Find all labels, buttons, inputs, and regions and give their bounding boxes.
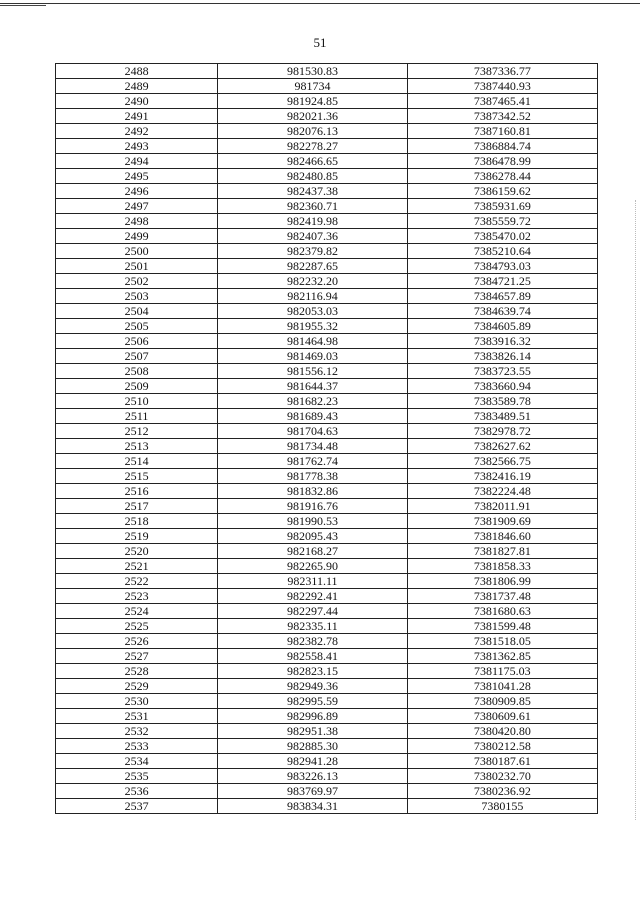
y-coordinate-cell: 7383723.55 — [407, 364, 597, 379]
table-row — [56, 544, 598, 559]
x-coordinate-cell: 982292.41 — [218, 589, 407, 604]
table-row — [56, 469, 598, 484]
table-row — [56, 619, 598, 634]
coordinates-table-body — [56, 64, 598, 814]
table-row — [56, 379, 598, 394]
point-number-cell: 2497 — [56, 199, 218, 214]
y-coordinate-cell: 7381041.28 — [407, 679, 597, 694]
x-coordinate-cell: 982287.65 — [218, 259, 407, 274]
point-number-cell: 2508 — [56, 364, 218, 379]
point-number-cell: 2523 — [56, 589, 218, 604]
point-number-cell: 2499 — [56, 229, 218, 244]
y-coordinate-cell: 7383916.32 — [407, 334, 597, 349]
table-row — [56, 139, 598, 154]
point-number-cell: 2528 — [56, 664, 218, 679]
table-row — [56, 79, 598, 94]
x-coordinate-cell: 982335.11 — [218, 619, 407, 634]
table-row — [56, 679, 598, 694]
y-coordinate-cell: 7381518.05 — [407, 634, 597, 649]
point-number-cell: 2509 — [56, 379, 218, 394]
x-coordinate-cell: 982379.82 — [218, 244, 407, 259]
point-number-cell: 2489 — [56, 79, 218, 94]
point-number-cell: 2521 — [56, 559, 218, 574]
x-coordinate-cell: 982419.98 — [218, 214, 407, 229]
table-row — [56, 409, 598, 424]
point-number-cell: 2519 — [56, 529, 218, 544]
y-coordinate-cell: 7382627.62 — [407, 439, 597, 454]
x-coordinate-cell: 982949.36 — [218, 679, 407, 694]
x-coordinate-cell: 981778.38 — [218, 469, 407, 484]
point-number-cell: 2490 — [56, 94, 218, 109]
point-number-cell: 2506 — [56, 334, 218, 349]
y-coordinate-cell: 7380609.61 — [407, 709, 597, 724]
y-coordinate-cell: 7386278.44 — [407, 169, 597, 184]
scan-top-border — [0, 3, 640, 4]
point-number-cell: 2531 — [56, 709, 218, 724]
y-coordinate-cell: 7380236.92 — [407, 784, 597, 799]
y-coordinate-cell: 7381846.60 — [407, 529, 597, 544]
y-coordinate-cell: 7386159.62 — [407, 184, 597, 199]
x-coordinate-cell: 982232.20 — [218, 274, 407, 289]
point-number-cell: 2516 — [56, 484, 218, 499]
x-coordinate-cell: 981832.86 — [218, 484, 407, 499]
point-number-cell: 2504 — [56, 304, 218, 319]
table-row — [56, 94, 598, 109]
table-row — [56, 499, 598, 514]
y-coordinate-cell: 7387160.81 — [407, 124, 597, 139]
y-coordinate-cell: 7384657.89 — [407, 289, 597, 304]
x-coordinate-cell: 981682.23 — [218, 394, 407, 409]
table-row — [56, 244, 598, 259]
table-row — [56, 439, 598, 454]
x-coordinate-cell: 982076.13 — [218, 124, 407, 139]
point-number-cell: 2494 — [56, 154, 218, 169]
table-row — [56, 319, 598, 334]
point-number-cell: 2511 — [56, 409, 218, 424]
x-coordinate-cell: 981955.32 — [218, 319, 407, 334]
y-coordinate-cell: 7384639.74 — [407, 304, 597, 319]
point-number-cell: 2527 — [56, 649, 218, 664]
point-number-cell: 2496 — [56, 184, 218, 199]
point-number-cell: 2529 — [56, 679, 218, 694]
x-coordinate-cell: 981644.37 — [218, 379, 407, 394]
point-number-cell: 2535 — [56, 769, 218, 784]
y-coordinate-cell: 7381737.48 — [407, 589, 597, 604]
point-number-cell: 2501 — [56, 259, 218, 274]
table-row — [56, 769, 598, 784]
point-number-cell: 2515 — [56, 469, 218, 484]
table-row — [56, 739, 598, 754]
x-coordinate-cell: 982941.28 — [218, 754, 407, 769]
y-coordinate-cell: 7387440.93 — [407, 79, 597, 94]
y-coordinate-cell: 7387342.52 — [407, 109, 597, 124]
table-row — [56, 784, 598, 799]
table-row — [56, 109, 598, 124]
y-coordinate-cell: 7382416.19 — [407, 469, 597, 484]
point-number-cell: 2518 — [56, 514, 218, 529]
point-number-cell: 2534 — [56, 754, 218, 769]
y-coordinate-cell: 7380212.58 — [407, 739, 597, 754]
x-coordinate-cell: 982116.94 — [218, 289, 407, 304]
x-coordinate-cell: 982021.36 — [218, 109, 407, 124]
y-coordinate-cell: 7381680.63 — [407, 604, 597, 619]
x-coordinate-cell: 982885.30 — [218, 739, 407, 754]
point-number-cell: 2530 — [56, 694, 218, 709]
y-coordinate-cell: 7380155 — [407, 799, 597, 814]
table-row — [56, 634, 598, 649]
point-number-cell: 2503 — [56, 289, 218, 304]
x-coordinate-cell: 981704.63 — [218, 424, 407, 439]
y-coordinate-cell: 7385210.64 — [407, 244, 597, 259]
y-coordinate-cell: 7380909.85 — [407, 694, 597, 709]
table-row — [56, 229, 598, 244]
point-number-cell: 2522 — [56, 574, 218, 589]
y-coordinate-cell: 7382566.75 — [407, 454, 597, 469]
x-coordinate-cell: 982996.89 — [218, 709, 407, 724]
y-coordinate-cell: 7383826.14 — [407, 349, 597, 364]
table-row — [56, 694, 598, 709]
table-row — [56, 709, 598, 724]
x-coordinate-cell: 982437.38 — [218, 184, 407, 199]
table-row — [56, 199, 598, 214]
x-coordinate-cell: 983769.97 — [218, 784, 407, 799]
y-coordinate-cell: 7384605.89 — [407, 319, 597, 334]
point-number-cell: 2513 — [56, 439, 218, 454]
point-number-cell: 2533 — [56, 739, 218, 754]
table-row — [56, 799, 598, 814]
x-coordinate-cell: 982407.36 — [218, 229, 407, 244]
point-number-cell: 2524 — [56, 604, 218, 619]
table-row — [56, 364, 598, 379]
table-row — [56, 169, 598, 184]
table-row — [56, 259, 598, 274]
table-row — [56, 154, 598, 169]
y-coordinate-cell: 7385470.02 — [407, 229, 597, 244]
x-coordinate-cell: 982995.59 — [218, 694, 407, 709]
point-number-cell: 2514 — [56, 454, 218, 469]
table-row — [56, 424, 598, 439]
y-coordinate-cell: 7380420.80 — [407, 724, 597, 739]
x-coordinate-cell: 982558.41 — [218, 649, 407, 664]
point-number-cell: 2495 — [56, 169, 218, 184]
x-coordinate-cell: 982382.78 — [218, 634, 407, 649]
y-coordinate-cell: 7382011.91 — [407, 499, 597, 514]
table-row — [56, 514, 598, 529]
x-coordinate-cell: 981689.43 — [218, 409, 407, 424]
table-row — [56, 574, 598, 589]
x-coordinate-cell: 981990.53 — [218, 514, 407, 529]
table-row — [56, 649, 598, 664]
y-coordinate-cell: 7380187.61 — [407, 754, 597, 769]
point-number-cell: 2498 — [56, 214, 218, 229]
y-coordinate-cell: 7382224.48 — [407, 484, 597, 499]
point-number-cell: 2536 — [56, 784, 218, 799]
x-coordinate-cell: 981734 — [218, 79, 407, 94]
y-coordinate-cell: 7381175.03 — [407, 664, 597, 679]
y-coordinate-cell: 7381362.85 — [407, 649, 597, 664]
y-coordinate-cell: 7383660.94 — [407, 379, 597, 394]
y-coordinate-cell: 7381806.99 — [407, 574, 597, 589]
y-coordinate-cell: 7381827.81 — [407, 544, 597, 559]
x-coordinate-cell: 982095.43 — [218, 529, 407, 544]
y-coordinate-cell: 7385931.69 — [407, 199, 597, 214]
y-coordinate-cell: 7385559.72 — [407, 214, 597, 229]
point-number-cell: 2525 — [56, 619, 218, 634]
point-number-cell: 2537 — [56, 799, 218, 814]
point-number-cell: 2493 — [56, 139, 218, 154]
y-coordinate-cell: 7387465.41 — [407, 94, 597, 109]
point-number-cell: 2510 — [56, 394, 218, 409]
x-coordinate-cell: 981530.83 — [218, 64, 407, 79]
y-coordinate-cell: 7383489.51 — [407, 409, 597, 424]
x-coordinate-cell: 982360.71 — [218, 199, 407, 214]
x-coordinate-cell: 982168.27 — [218, 544, 407, 559]
point-number-cell: 2505 — [56, 319, 218, 334]
table-row — [56, 664, 598, 679]
point-number-cell: 2491 — [56, 109, 218, 124]
x-coordinate-cell: 981464.98 — [218, 334, 407, 349]
table-row — [56, 184, 598, 199]
table-row — [56, 124, 598, 139]
point-number-cell: 2500 — [56, 244, 218, 259]
y-coordinate-cell: 7381909.69 — [407, 514, 597, 529]
table-row — [56, 454, 598, 469]
point-number-cell: 2512 — [56, 424, 218, 439]
y-coordinate-cell: 7381599.48 — [407, 619, 597, 634]
table-row — [56, 334, 598, 349]
y-coordinate-cell: 7380232.70 — [407, 769, 597, 784]
table-row — [56, 484, 598, 499]
table-row — [56, 589, 598, 604]
x-coordinate-cell: 983226.13 — [218, 769, 407, 784]
table-row — [56, 274, 598, 289]
y-coordinate-cell: 7382978.72 — [407, 424, 597, 439]
x-coordinate-cell: 981469.03 — [218, 349, 407, 364]
y-coordinate-cell: 7383589.78 — [407, 394, 597, 409]
scan-top-mark — [0, 5, 46, 6]
point-number-cell: 2526 — [56, 634, 218, 649]
x-coordinate-cell: 981556.12 — [218, 364, 407, 379]
y-coordinate-cell: 7384721.25 — [407, 274, 597, 289]
y-coordinate-cell: 7384793.03 — [407, 259, 597, 274]
table-row — [56, 289, 598, 304]
point-number-cell: 2517 — [56, 499, 218, 514]
x-coordinate-cell: 982823.15 — [218, 664, 407, 679]
point-number-cell: 2532 — [56, 724, 218, 739]
x-coordinate-cell: 982265.90 — [218, 559, 407, 574]
table-row — [56, 529, 598, 544]
table-row — [56, 754, 598, 769]
point-number-cell: 2488 — [56, 64, 218, 79]
x-coordinate-cell: 982951.38 — [218, 724, 407, 739]
x-coordinate-cell: 982297.44 — [218, 604, 407, 619]
x-coordinate-cell: 982466.65 — [218, 154, 407, 169]
y-coordinate-cell: 7386478.99 — [407, 154, 597, 169]
y-coordinate-cell: 7387336.77 — [407, 64, 597, 79]
table-row — [56, 214, 598, 229]
x-coordinate-cell: 981916.76 — [218, 499, 407, 514]
table-row — [56, 604, 598, 619]
point-number-cell: 2520 — [56, 544, 218, 559]
table-row — [56, 724, 598, 739]
point-number-cell: 2502 — [56, 274, 218, 289]
x-coordinate-cell: 983834.31 — [218, 799, 407, 814]
page-number: 51 — [313, 35, 327, 50]
y-coordinate-cell: 7381858.33 — [407, 559, 597, 574]
table-row — [56, 394, 598, 409]
coordinates-table — [55, 63, 598, 814]
point-number-cell: 2492 — [56, 124, 218, 139]
table-row — [56, 559, 598, 574]
x-coordinate-cell: 982480.85 — [218, 169, 407, 184]
x-coordinate-cell: 982311.11 — [218, 574, 407, 589]
point-number-cell: 2507 — [56, 349, 218, 364]
x-coordinate-cell: 981734.48 — [218, 439, 407, 454]
table-row — [56, 349, 598, 364]
scan-right-edge — [635, 200, 636, 820]
x-coordinate-cell: 982278.27 — [218, 139, 407, 154]
table-row — [56, 304, 598, 319]
table-row — [56, 64, 598, 79]
x-coordinate-cell: 981762.74 — [218, 454, 407, 469]
x-coordinate-cell: 982053.03 — [218, 304, 407, 319]
x-coordinate-cell: 981924.85 — [218, 94, 407, 109]
y-coordinate-cell: 7386884.74 — [407, 139, 597, 154]
